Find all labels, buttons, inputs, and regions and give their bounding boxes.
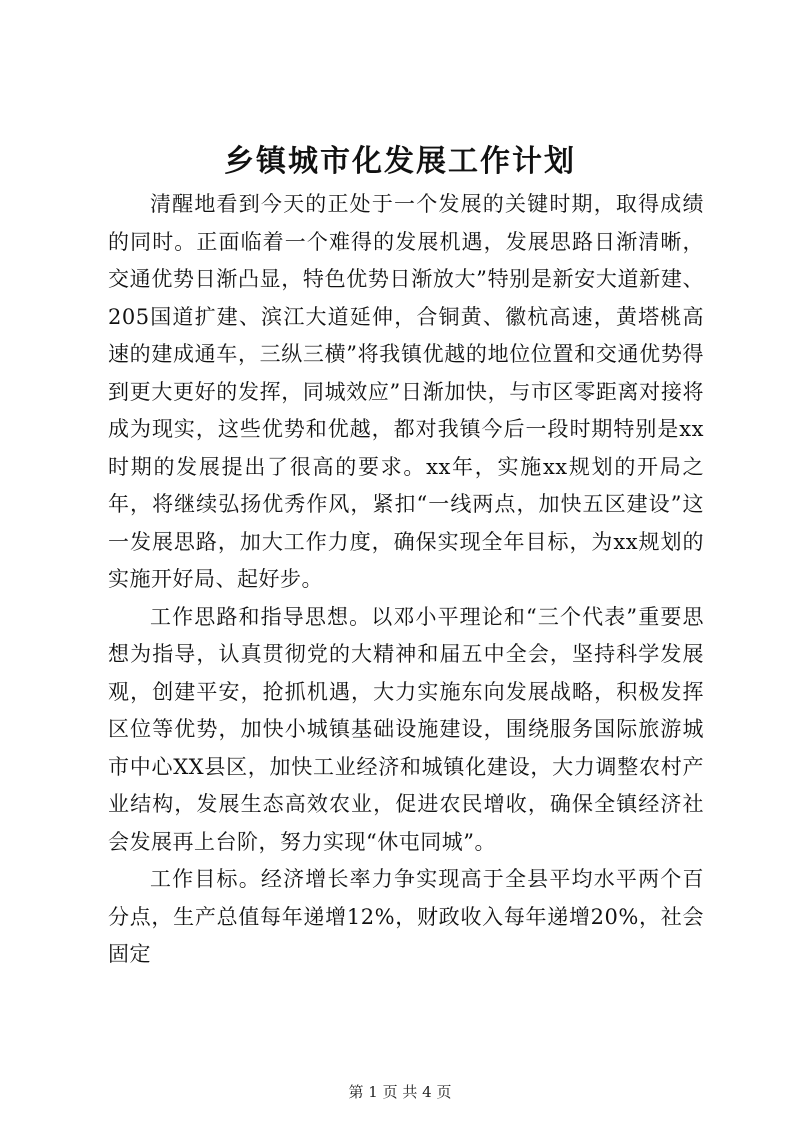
document-body (108, 186, 704, 974)
page-number-footer: 第 1 页 共 4 页 (348, 1083, 452, 1101)
paragraph-work-goals: 工作目标。经济增长率力争实现高于全县平均水平两个百分点，生产总值每年递增12%，财政收入每年递增20%，社会固定 (108, 867, 704, 966)
paragraph-guiding-ideology: 工作思路和指导思想。以邓小平理论和“三个代表”重要思想为指导，认真贯彻党的大精神和届五中全会，坚持科学发展观，创建平安，抢抓机遇，大力实施东向发展战略，积极发挥区位等优势，加快小城镇基础设施建设，围绕服务国际旅游城市中心XX县区，加快工业经济和城镇化建设，大力调整农村产业结构，发展生态高效农业，促进农民增收，确保全镇经济社会发展再上台阶，努力实现“休屯同城”。 (108, 604, 704, 854)
document-title: 乡镇城市化发展工作计划 (224, 144, 576, 179)
paragraph-intro: 清醒地看到今天的正处于一个发展的关键时期，取得成绩的同时。正面临着一个难得的发展机遇，发展思路日渐清晰，交通优势日渐凸显，特色优势日渐放大”特别是新安大道新建、205国道扩建、滨江大道延伸，合铜黄、徽杭高速，黄塔桃高速的建成通车，三纵三横”将我镇优越的地位位置和交通优势得到更大更好的发挥，同城效应”日渐加快，与市区零距离对接将成为现实，这些优势和优越，都对我镇今后一段时期特别是xx时期的发展提出了很高的要求。xx年，实施xx规划的开局之年，将继续弘扬优秀作风，紧扣“一线两点，加快五区建设”这一发展思路，加大工作力度，确保实现全年目标，为xx规划的实施开好局、起好步。 (108, 192, 704, 591)
